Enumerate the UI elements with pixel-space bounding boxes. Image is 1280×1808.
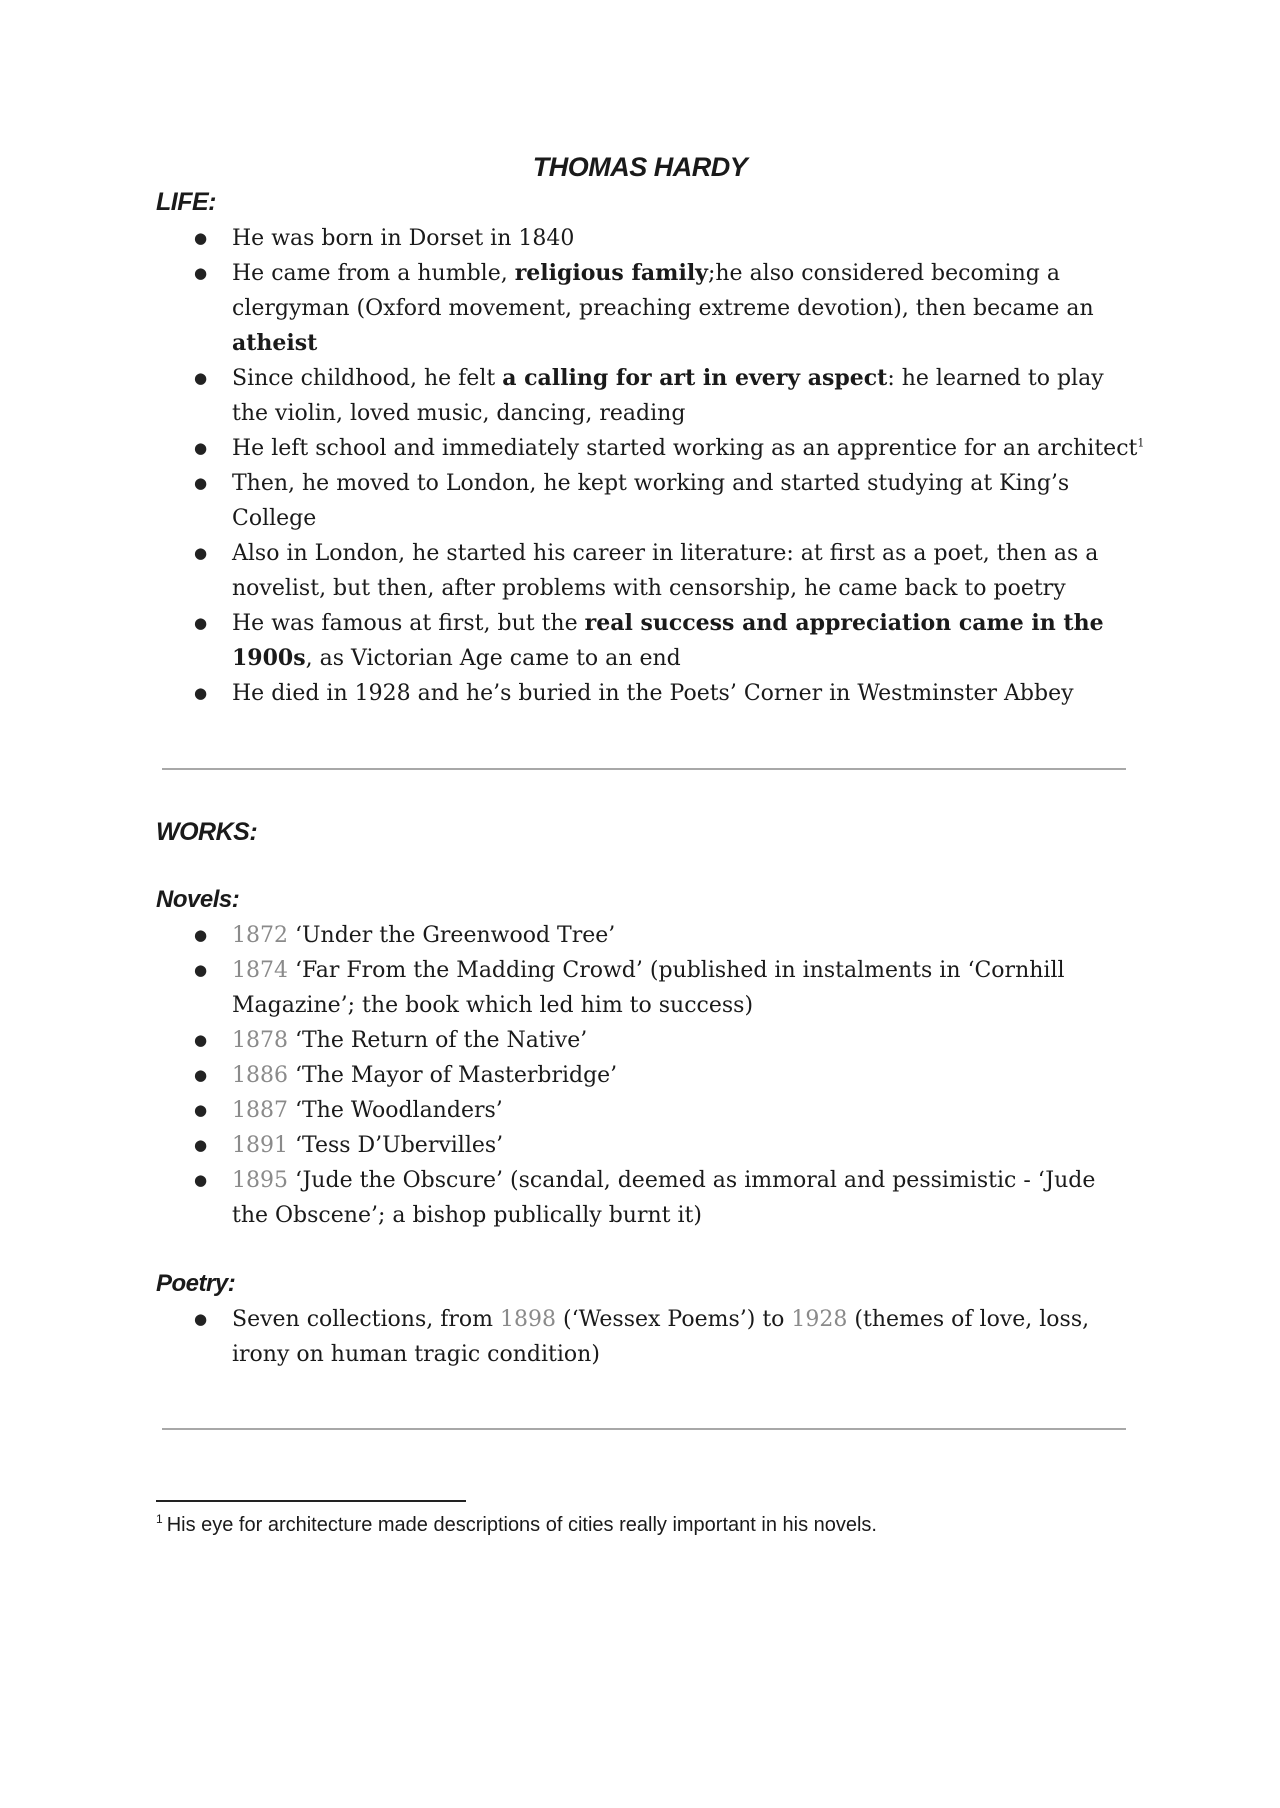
list-item: ● 1886 ‘The Mayor of Masterbridge’ [232,1058,1132,1093]
list-item: ● Also in London, he started his career in literature: at first as a poet, then as a novelist, but then, after problems with censorship, he came back to poetry [232,536,1132,606]
year-label: 1928 [791,1307,848,1332]
year-label: 1898 [500,1307,557,1332]
footnote-reference[interactable]: 1 [1137,436,1145,450]
list-item: ● He left school and immediately started working as an apprentice for an architect$^1$ [232,431,1132,466]
life-list [232,221,1145,711]
year-label: 1891 [232,1133,288,1158]
list-item: ● He was born in Dorset in 1840 [232,221,1132,256]
year-label: 1895 [232,1168,288,1193]
horizontal-divider [162,768,1126,770]
year-label: 1887 [232,1098,288,1123]
life-heading: LIFE: [156,188,216,216]
list-item: ● 1891 ‘Tess D’Ubervilles’ [232,1128,1132,1163]
list-item: ● 1878 ‘The Return of the Native’ [232,1023,1132,1058]
list-item: ● Then, he moved to London, he kept working and started studying at King’s College [232,466,1132,536]
footnote-text: His eye for architecture made descriptions of cities really important in his novels. [166,1514,877,1536]
year-label: 1886 [232,1063,288,1088]
list-item: ● 1887 ‘The Woodlanders’ [232,1093,1132,1128]
poetry-heading: Poetry: [156,1270,236,1297]
list-item: ● 1895 ‘Jude the Obscure’ (scandal, deemed as immoral and pessimistic - ‘Jude the Obscene’; a bishop publically burnt it) [232,1163,1132,1233]
list-item: ● He died in 1928 and he’s buried in the Poets’ Corner in Westminster Abbey [232,676,1132,711]
footnote [156,1512,1156,1538]
list-item: ● Seven collections, from 1898 (‘Wessex Poems’) to 1928 (themes of love, loss, irony on human tragic condition) [232,1302,1132,1372]
list-item: ● 1872 ‘Under the Greenwood Tree’ [232,918,1132,953]
novels-list [232,918,1132,1233]
works-heading: WORKS: [156,818,258,846]
poetry-list [232,1302,1132,1372]
page-title: THOMAS HARDY [532,152,748,182]
footnote-marker: 1 [156,1512,163,1527]
year-label: 1878 [232,1028,288,1053]
list-item: ● He was famous at first, but the real success and appreciation came in the 1900s, as Victorian Age came to an end [232,606,1132,676]
year-label: 1872 [232,923,288,948]
novels-heading: Novels: [156,886,240,913]
list-item: ● He came from a humble, religious family;he also considered becoming a clergyman (Oxford movement, preaching extreme devotion), then became an atheist [232,256,1132,361]
list-item: ● 1874 ‘Far From the Madding Crowd’ (published in instalments in ‘Cornhill Magazine’; the book which led him to success) [232,953,1132,1023]
year-label: 1874 [232,958,288,983]
list-item: ● Since childhood, he felt a calling for art in every aspect: he learned to play the violin, loved music, dancing, reading [232,361,1132,431]
footnote-separator [156,1500,466,1502]
horizontal-divider [162,1428,1126,1430]
